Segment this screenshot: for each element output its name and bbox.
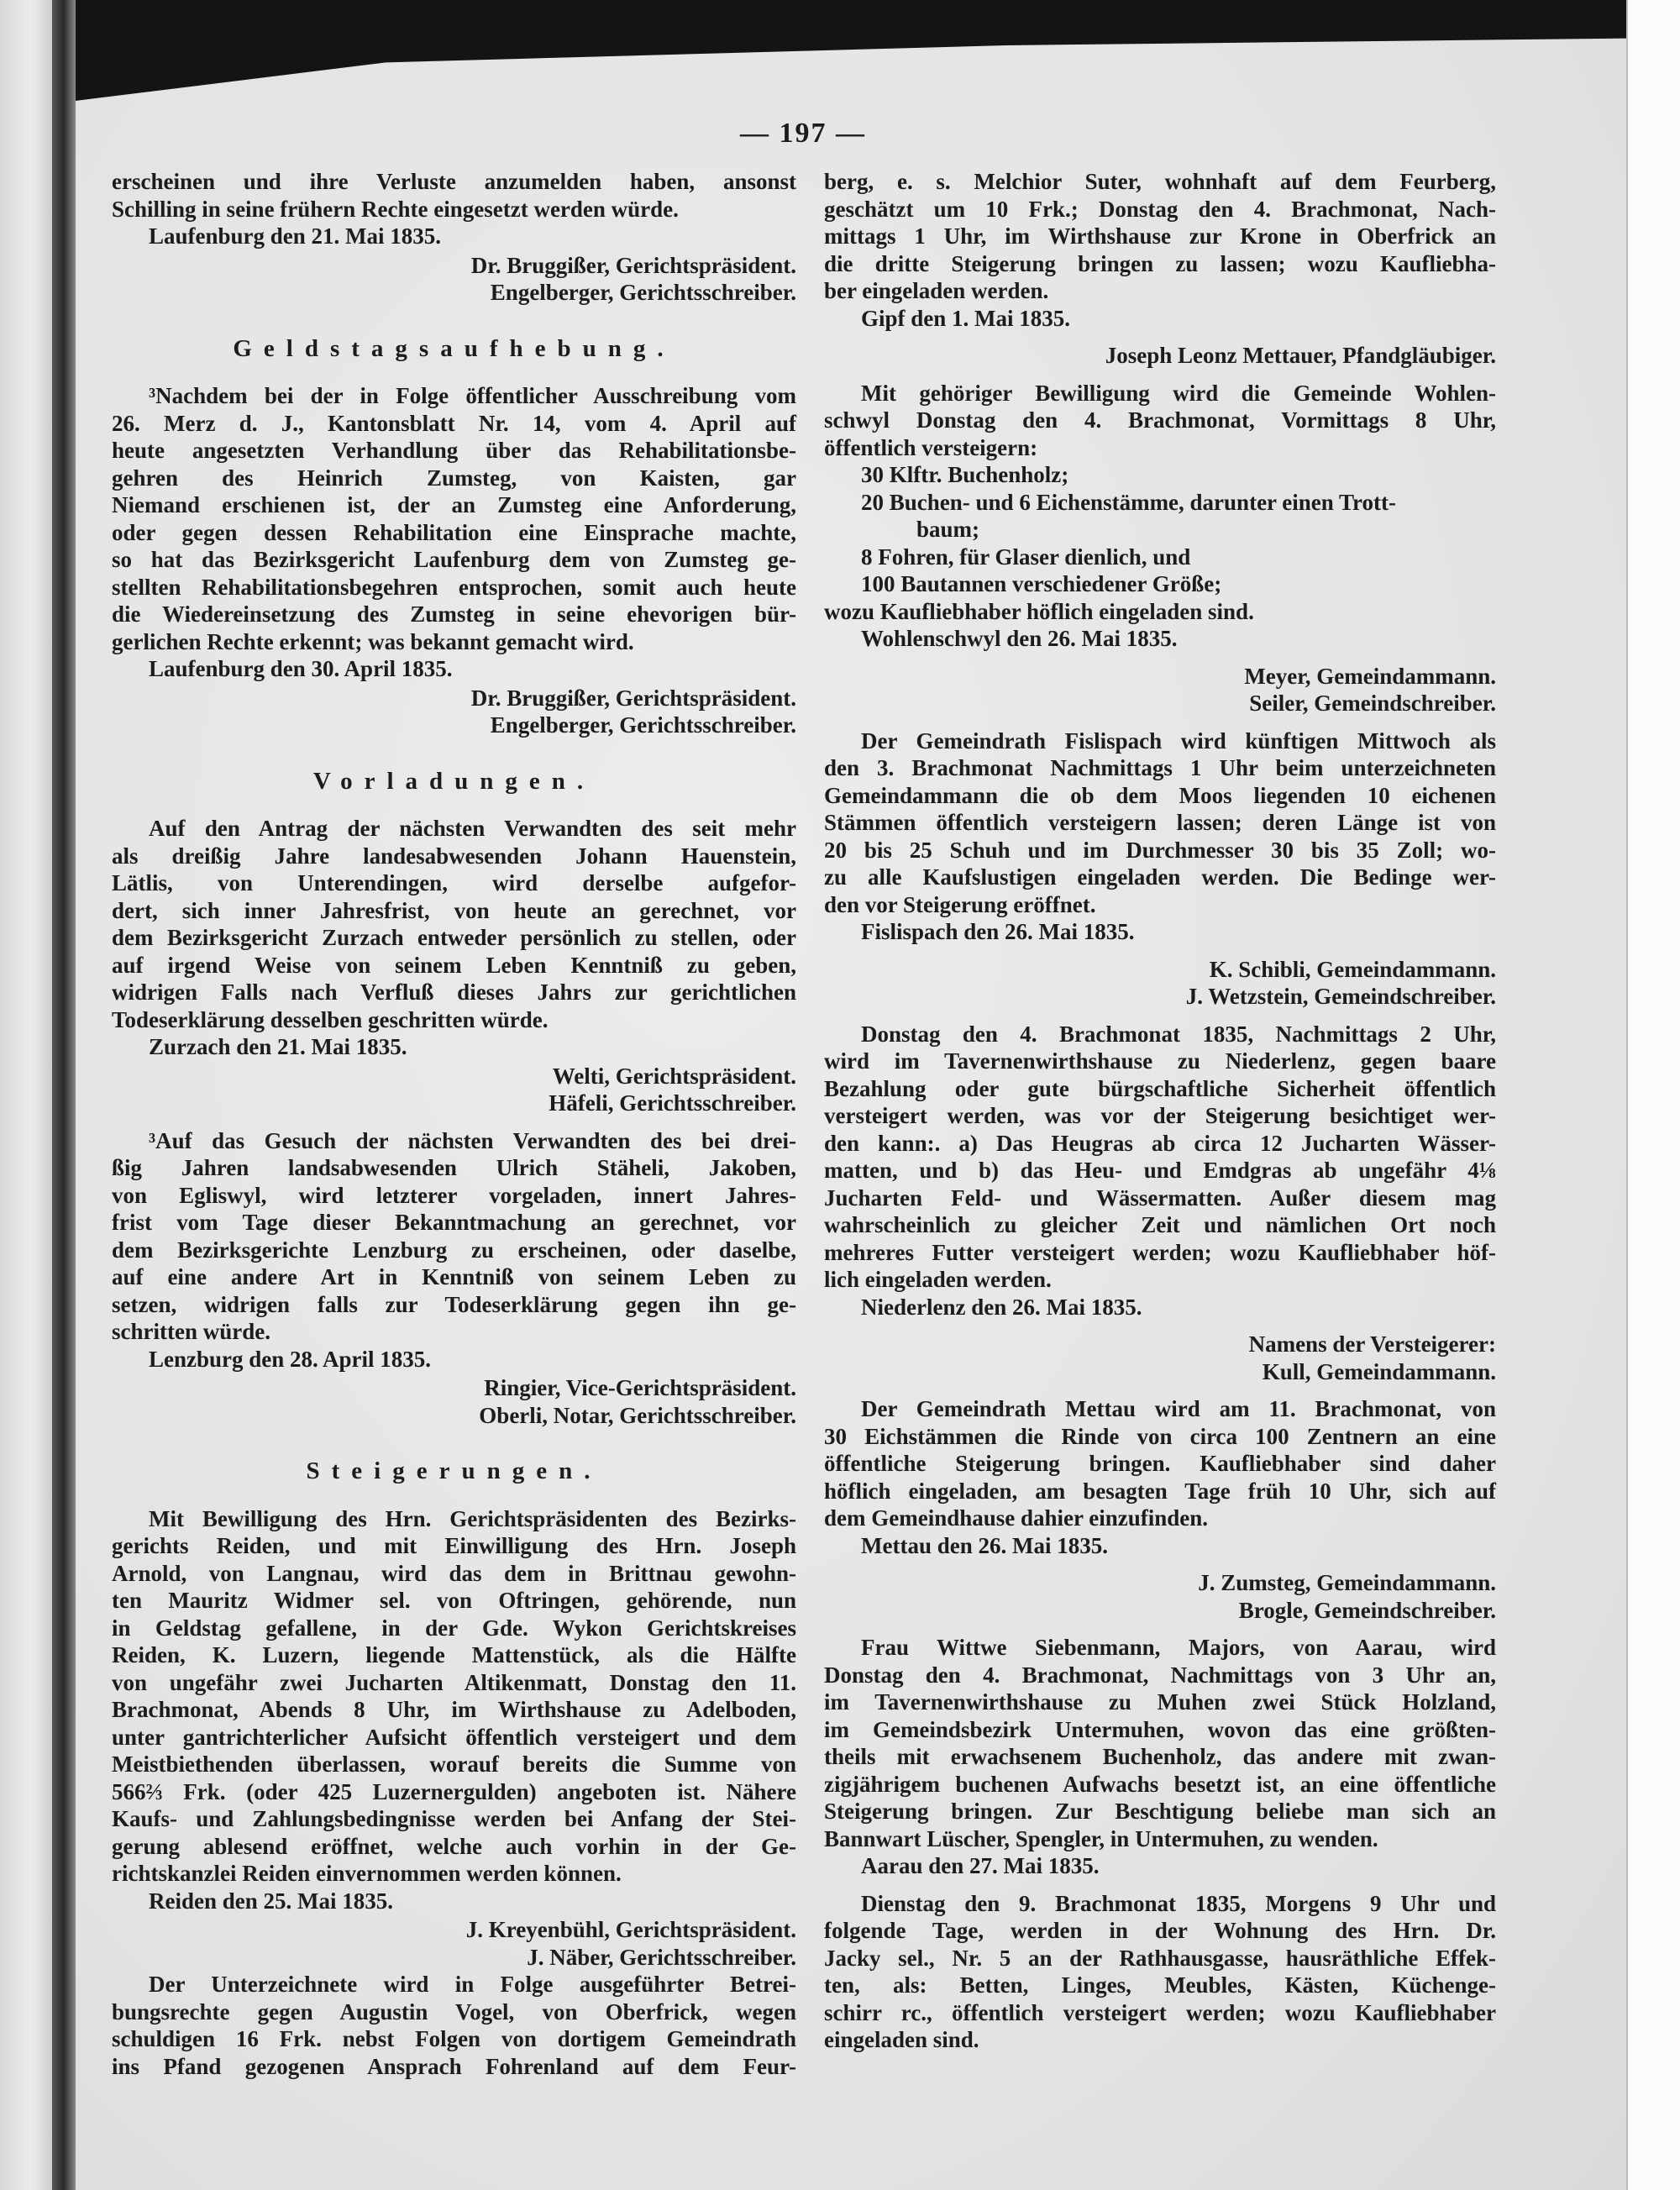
text-line: dert, sich inner Jahresfrist, von heute an gerechnet, vor: [112, 897, 796, 923]
signature-line: Joseph Leonz Mettauer, Pfandgläubiger.: [1105, 343, 1496, 368]
notice-paragraph: [112, 382, 796, 655]
notice-date: Wohlenschwyl den 26. Mai 1835.: [861, 626, 1178, 651]
list-item: 20 Buchen- und 6 Eichenstämme, darunter einen Trott-: [861, 489, 1397, 515]
signature-block: [112, 1063, 796, 1117]
signature-line: Dr. Bruggißer, Gerichtspräsident.: [470, 252, 796, 278]
book-gutter: [52, 0, 76, 2190]
notice-date: Zurzach den 21. Mai 1835.: [149, 1034, 407, 1059]
notice-paragraph: [824, 1890, 1496, 2054]
signature-line: J. Zumsteg, Gemeindammann.: [1198, 1570, 1496, 1595]
signature-block: [824, 1569, 1496, 1624]
signature-line: J. Wetzstein, Gemeindschreiber.: [1185, 984, 1496, 1009]
notice-paragraph: [112, 815, 796, 1033]
text-line: Kaufs- und Zahlungsbedingnisse werden bei Anfang der Stei-: [112, 1806, 796, 1831]
text-line: dem Bezirksgerichte Lenzburg zu erscheinen, oder daselbe,: [112, 1237, 796, 1263]
text-line: schwyl Donstag den 4. Brachmonat, Vormittags 8 Uhr,: [824, 407, 1496, 433]
scan-margin: [1626, 0, 1680, 2190]
notice-paragraph: [824, 168, 1496, 305]
signature-line: Meyer, Gemeindammann.: [1244, 663, 1496, 689]
text-line: Meistbiethenden überlassen, worauf bereits die Summe von: [112, 1751, 796, 1777]
notice-paragraph: [824, 598, 1496, 626]
text-line: heute angesetzten Verhandlung über das Rehabilitationsbe-: [112, 438, 796, 463]
notice-date: Gipf den 1. Mai 1835.: [861, 305, 1071, 331]
text-line: setzen, widrigen falls zur Todeserklärung gegen ihn ge-: [112, 1291, 796, 1317]
text-line: auf irgend Weise von seinem Leben Kenntniß zu geben,: [112, 952, 796, 978]
signature-block: [112, 1374, 796, 1429]
text-line: Lätlis, von Unterendingen, wird derselbe aufgefor-: [112, 870, 796, 895]
section-heading: Vorladungen.: [312, 767, 596, 795]
text-line: Donstag den 4. Brachmonat 1835, Nachmittags 2 Uhr,: [861, 1021, 1496, 1047]
text-line: öffentliche Steigerung bringen. Kaufliebhaber sind daher: [824, 1451, 1496, 1476]
signature-line: Dr. Bruggißer, Gerichtspräsident.: [470, 685, 796, 711]
text-line: Niemand erschienen ist, der an Zumsteg eine Anforderung,: [112, 492, 796, 517]
signature-block: [824, 663, 1496, 717]
signature-line: Kull, Gemeindammann.: [1262, 1358, 1496, 1384]
text-line: Donstag den 4. Brachmonat, Nachmittags von 3 Uhr an,: [824, 1662, 1496, 1688]
text-line: Der Gemeindrath Fislispach wird künftigen Mittwoch als: [861, 727, 1496, 754]
signature-block: [112, 1916, 796, 1971]
text-line: 566⅔ Frk. (oder 425 Luzernergulden) angeboten ist. Nähere: [112, 1778, 796, 1804]
text-line: 30 Eichstämmen die Rinde von circa 100 Zentnern an eine: [824, 1423, 1496, 1449]
text-line: ins Pfand gezogenen Ansprach Fohrenland auf dem Feur-: [112, 2053, 796, 2079]
text-line: lich eingeladen werden.: [824, 1267, 1052, 1292]
notice-paragraph: [824, 380, 1496, 462]
text-line: Schilling in seine frühern Rechte eingesetzt werden würde.: [112, 196, 679, 222]
text-line: öffentlich versteigern:: [824, 434, 1038, 460]
text-line: ten, als: Betten, Linges, Meubles, Kästen, Küchenge-: [824, 1972, 1496, 1998]
text-line: geschätzt um 10 Frk.; Donstag den 4. Brachmonat, Nach-: [824, 196, 1496, 222]
notice-paragraph: [112, 1127, 796, 1346]
text-line: Brachmonat, Abends 8 Uhr, im Wirthshause zu Adelboden,: [112, 1697, 796, 1722]
text-line: wozu Kaufliebhaber höflich eingeladen sind.: [824, 598, 1254, 624]
text-line: Gemeindammann die ob dem Moos liegenden 10 eichenen: [824, 782, 1496, 808]
text-line: im Tavernenwirthshause zu Muhen zwei Stück Holzland,: [824, 1689, 1496, 1715]
text-line: stellten Rehabilitationsbegehren entsprochen, somit auch heute: [112, 574, 796, 600]
text-line: ³Nachdem bei der in Folge öffentlicher Ausschreibung vom: [149, 383, 796, 408]
page-number: — 197 —: [740, 118, 866, 149]
text-line: berg, e. s. Melchior Suter, wohnhaft auf dem Feurberg,: [824, 169, 1496, 194]
item-list: [824, 461, 1496, 598]
text-line: Bannwart Lüscher, Spengler, in Untermuhen, zu wenden.: [824, 1825, 1378, 1851]
signature-line: Engelberger, Gerichtsschreiber.: [490, 712, 796, 738]
text-line: ³Auf das Gesuch der nächsten Verwandten des bei drei-: [149, 1127, 796, 1153]
text-line: Reiden, K. Luzern, liegende Mattenstück, als die Hälfte: [112, 1642, 796, 1667]
text-line: wird im Tavernenwirthshause zu Niederlenz, gegen baare: [824, 1048, 1496, 1074]
signature-line: K. Schibli, Gemeindammann.: [1209, 956, 1496, 982]
notice-date: Fislispach den 26. Mai 1835.: [861, 919, 1135, 944]
notice-date: Reiden den 25. Mai 1835.: [149, 1888, 394, 1914]
list-item: 30 Klftr. Buchenholz;: [861, 462, 1069, 487]
text-line: zu alle Kaufslustigen eingeladen werden. Die Bedinge wer-: [824, 864, 1496, 890]
text-line: matten, und b) das Heu- und Emdgras ab ungefähr 4⅛: [824, 1158, 1496, 1183]
notice-paragraph: [824, 1634, 1496, 1852]
text-line: ten Mauritz Widmer sel. von Oftringen, gehörende, nun: [112, 1588, 796, 1613]
text-line: theils mit erwachsenem Buchenholz, das andere mit zwan-: [824, 1744, 1496, 1769]
text-line: den kann:. a) Das Heugras ab circa 12 Jucharten Wässer-: [824, 1130, 1496, 1156]
signature-line: Namens der Versteigerer:: [1248, 1331, 1496, 1357]
text-line: oder gegen dessen Rehabilitation eine Einsprache machte,: [112, 519, 796, 545]
text-line: so hat das Bezirksgericht Laufenburg dem von Zumsteg ge-: [112, 547, 796, 572]
text-line: von ungefähr zwei Jucharten Altikenmatt, Donstag den 11.: [112, 1669, 796, 1695]
signature-line: Oberli, Notar, Gerichtsschreiber.: [479, 1402, 796, 1428]
text-line: schritten würde.: [112, 1319, 270, 1344]
text-line: gehren des Heinrich Zumsteg, von Kaisten, gar: [112, 465, 796, 491]
text-line: Stämmen öffentlich versteigern lassen; deren Länge ist von: [824, 810, 1496, 835]
text-line: höflich eingeladen, am besagten Tage früh 10 Uhr, sich auf: [824, 1478, 1496, 1504]
signature-line: J. Kreyenbühl, Gerichtspräsident.: [465, 1917, 796, 1942]
text-line: dem Bezirksgericht Zurzach entweder persönlich zu stellen, oder: [112, 925, 796, 950]
signature-line: Engelberger, Gerichtsschreiber.: [490, 280, 796, 305]
text-line: auf eine andere Art in Kenntniß von seinem Leben zu: [112, 1264, 796, 1289]
text-line: die dritte Steigerung bringen zu lassen; wozu Kaufliebha-: [824, 250, 1496, 276]
text-line: in Geldstag gefallene, in der Gde. Wykon Gerichtskreises: [112, 1615, 796, 1641]
text-line: Mit gehöriger Bewilligung wird die Gemeinde Wohlen-: [861, 380, 1496, 406]
text-line: frist vom Tage dieser Bekanntmachung an gerechnet, vor: [112, 1210, 796, 1235]
signature-line: J. Näber, Gerichtsschreiber.: [527, 1944, 796, 1970]
section-heading: Steigerungen.: [306, 1457, 602, 1484]
text-line: Bezahlung oder gute bürgschaftliche Sicherheit öffentlich: [824, 1075, 1496, 1101]
text-line: mittags 1 Uhr, im Wirthshause zur Krone in Oberfrick an: [824, 223, 1496, 249]
notice-paragraph: [824, 1021, 1496, 1294]
text-line: zigjährigem buchenen Aufwachs besetzt ist, an eine öffentliche: [824, 1771, 1496, 1797]
text-line: schuldigen 16 Frk. nebst Folgen von dortigem Gemeindrath: [112, 2026, 796, 2051]
text-line: erscheinen und ihre Verluste anzumelden haben, ansonst: [112, 169, 796, 194]
facing-page-edge: [0, 0, 52, 2190]
text-line: gerlichen Rechte erkennt; was bekannt gemacht wird.: [112, 628, 634, 654]
text-line: den 3. Brachmonat Nachmittags 1 Uhr beim unterzeichneten: [824, 755, 1496, 780]
notice-date: Laufenburg den 21. Mai 1835.: [149, 223, 442, 249]
text-line: den vor Steigerung eröffnet.: [824, 891, 1096, 917]
text-line: Jacky sel., Nr. 5 an der Rathhausgasse, hausräthliche Effek-: [824, 1945, 1496, 1971]
notice-paragraph: [824, 727, 1496, 919]
notice-date: Mettau den 26. Mai 1835.: [861, 1532, 1108, 1558]
notice-date: Lenzburg den 28. April 1835.: [149, 1346, 432, 1372]
text-line: Arnold, von Langnau, wird das dem in Brittnau gewohn-: [112, 1560, 796, 1586]
text-line: schirr rc., öffentlich versteigert werden; wozu Kaufliebhaber: [824, 1999, 1496, 2025]
notice-date: Niederlenz den 26. Mai 1835.: [861, 1294, 1142, 1320]
left-column: [112, 168, 796, 2080]
text-line: als dreißig Jahre landesabwesenden Johann Hauenstein,: [112, 843, 796, 869]
text-line: ßig Jahren landsabwesenden Ulrich Stäheli, Jakoben,: [112, 1155, 796, 1180]
text-line: wahrscheinlich zu gleicher Zeit und nämlichen Ort noch: [824, 1212, 1496, 1237]
text-line: mehreres Futter versteigert werden; wozu Kaufliebhaber höf-: [824, 1239, 1496, 1265]
signature-line: Brogle, Gemeindschreiber.: [1238, 1597, 1496, 1623]
text-line: ber eingeladen werden.: [824, 278, 1049, 303]
text-line: gerung ablesend eröffnet, welche auch vorhin in der Ge-: [112, 1833, 796, 1859]
signature-line: Ringier, Vice-Gerichtspräsident.: [484, 1375, 796, 1400]
notice-paragraph: [112, 168, 796, 223]
text-line: Dienstag den 9. Brachmonat 1835, Morgens 9 Uhr und: [861, 1890, 1496, 1916]
text-line: Der Gemeindrath Mettau wird am 11. Brachmonat, von: [861, 1396, 1496, 1421]
list-item: 100 Bautannen verschiedener Größe;: [861, 571, 1222, 596]
signature-line: Seiler, Gemeindschreiber.: [1249, 691, 1496, 716]
signature-block: [112, 252, 796, 307]
text-line: im Gemeindsbezirk Untermuhen, wovon das eine größten-: [824, 1716, 1496, 1742]
text-line: von Egliswyl, wird letzterer vorgeladen, innert Jahres-: [112, 1182, 796, 1208]
text-line: die Wiedereinsetzung des Zumsteg in seine ehevorigen bür-: [112, 601, 796, 627]
signature-block: [112, 685, 796, 739]
text-line: Der Unterzeichnete wird in Folge ausgeführter Betrei-: [149, 1972, 796, 1997]
signature-line: Häfeli, Gerichtsschreiber.: [549, 1090, 796, 1116]
notice-paragraph: [112, 1971, 796, 2080]
text-line: Auf den Antrag der nächsten Verwandten des seit mehr: [149, 816, 796, 841]
text-line: Frau Wittwe Siebenmann, Majors, von Aarau, wird: [861, 1635, 1496, 1660]
text-line: dem Gemeindhause dahier einzufinden.: [824, 1505, 1209, 1531]
text-line: gerichts Reiden, und mit Einwilligung des Hrn. Joseph: [112, 1533, 796, 1558]
list-item: 8 Fohren, für Glaser dienlich, und: [861, 544, 1191, 570]
text-line: Jucharten Feld- und Wässermatten. Außer diesem mag: [824, 1184, 1496, 1211]
text-line: 20 bis 25 Schuh und im Durchmesser 30 bis 35 Zoll; wo-: [824, 837, 1496, 863]
text-line: unter gantrichterlicher Aufsicht öffentlich versteigert und dem: [112, 1724, 796, 1750]
notice-paragraph: [112, 1505, 796, 1888]
section-heading: Geldstagsaufhebung.: [233, 334, 675, 362]
text-line: widrigen Falls nach Verfluß dieses Jahrs zur gerichtlichen: [112, 979, 796, 1005]
text-line: folgende Tage, werden in der Wohnung des Hrn. Dr.: [824, 1918, 1496, 1943]
notice-date: Aarau den 27. Mai 1835.: [861, 1853, 1100, 1878]
signature-block: [824, 956, 1496, 1011]
text-line: Todeserklärung desselben geschritten würde.: [112, 1006, 549, 1032]
text-line: Mit Bewilligung des Hrn. Gerichtspräsidenten des Bezirks-: [149, 1505, 796, 1531]
signature-block: [824, 1331, 1496, 1385]
signature-block: [824, 342, 1496, 370]
notice-date: Laufenburg den 30. April 1835.: [149, 656, 453, 681]
list-item: baum;: [916, 517, 980, 542]
text-line: Steigerung bringen. Zur Beschtigung beliebe man sich an: [824, 1799, 1496, 1824]
signature-line: Welti, Gerichtspräsident.: [552, 1063, 796, 1089]
text-line: versteigert werden, was vor der Steigerung besichtiget wer-: [824, 1103, 1496, 1128]
text-line: bungsrechte gegen Augustin Vogel, von Oberfrick, wegen: [112, 1998, 796, 2025]
text-line: eingeladen sind.: [824, 2027, 979, 2052]
right-column: [824, 168, 1496, 2054]
text-line: richtskanzlei Reiden einvernommen werden können.: [112, 1861, 622, 1886]
notice-paragraph: [824, 1395, 1496, 1532]
text-line: 26. Merz d. J., Kantonsblatt Nr. 14, vom 4. April auf: [112, 410, 796, 436]
